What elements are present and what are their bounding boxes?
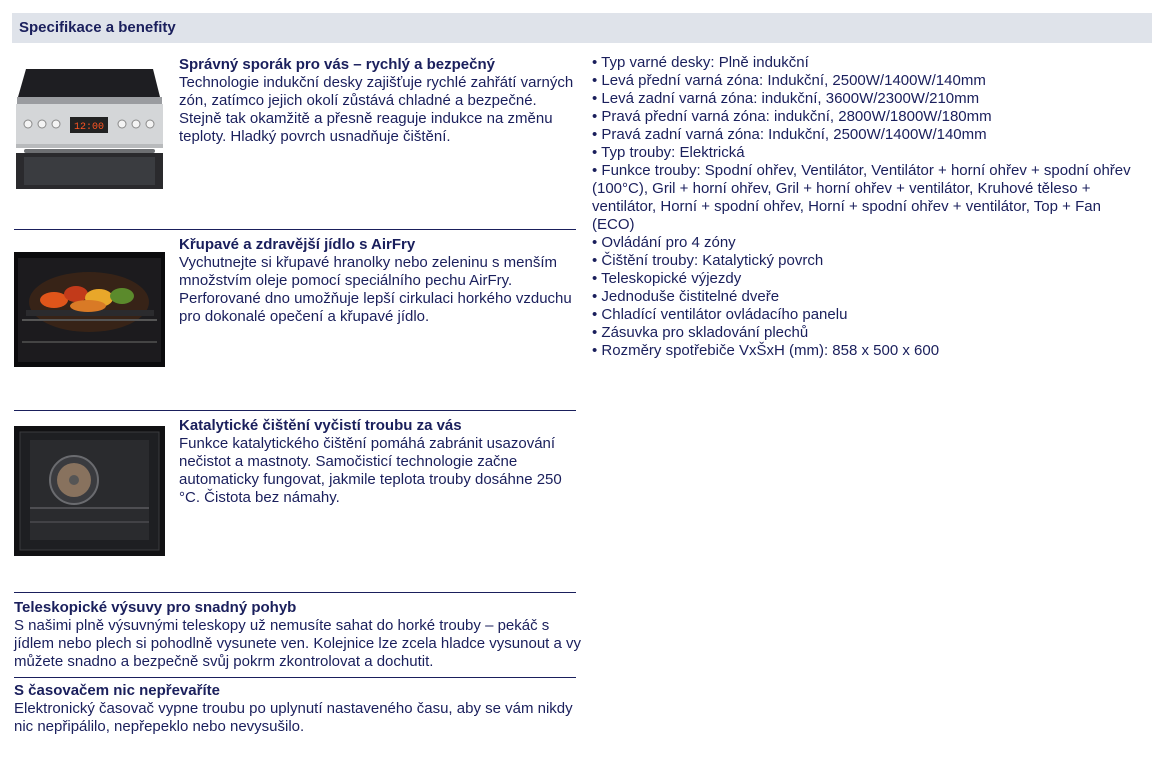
airfry-image — [14, 252, 165, 367]
spec-item: • Rozměry spotřebiče VxŠxH (mm): 858 x 500 x 600 — [592, 342, 940, 359]
spec-item: • Čištění trouby: Katalytický povrch — [592, 252, 824, 269]
spec-item: • Chladící ventilátor ovládacího panelu — [592, 306, 848, 323]
feature-title: S časovačem nic nepřevaříte — [14, 682, 220, 699]
divider — [14, 677, 576, 678]
section-header — [12, 13, 1152, 43]
catalytic-oven-image — [14, 426, 165, 556]
spec-item: • Levá zadní varná zóna: indukční, 3600W/2300W/210mm — [592, 90, 980, 107]
specs-list — [592, 54, 1137, 360]
spec-item: • Pravá zadní varná zóna: Indukční, 2500W/1400W/140mm — [592, 126, 987, 143]
divider — [14, 229, 576, 230]
spec-item: • Jednoduše čistitelné dveře — [592, 288, 780, 305]
cooker-image — [14, 57, 165, 189]
feature-airfry — [179, 236, 579, 326]
feature-text: Funkce katalytického čištění pomáhá zabránit usazování nečistot a mastnoty. Samočisticí technologie začne automaticky fungovat, jakmile teplota trouby dosáhne 250 °C. Čistota bez námahy. — [179, 435, 562, 506]
spec-item: • Funkce trouby: Spodní ohřev, Ventilátor, Ventilátor + horní ohřev + spodní ohřev (100°C), Gril + horní ohřev, Gril + horní ohřev + ventilátor, Kruhové těleso + ventilátor, Horní + spodní ohřev, Horní + spodní ohřev + ventilátor, Top + Fan (ECO) — [592, 162, 1131, 233]
spec-item: • Pravá přední varná zóna: indukční, 2800W/1800W/180mm — [592, 108, 992, 125]
spec-item: • Teleskopické výjezdy — [592, 270, 742, 287]
feature-text: Vychutnejte si křupavé hranolky nebo zeleninu s menším množstvím oleje pomocí speciálního pechu AirFry. Perforované dno umožňuje lepší cirkulaci horkého vzduchu pro dokonalé opečení a křupavé jídlo. — [179, 254, 572, 325]
feature-timer — [14, 682, 584, 736]
feature-telescopic — [14, 599, 584, 671]
spec-item: • Zásuvka pro skladování plechů — [592, 324, 809, 341]
spec-item: • Levá přední varná zóna: Indukční, 2500W/1400W/140mm — [592, 72, 986, 89]
feature-title: Teleskopické výsuvy pro snadný pohyb — [14, 599, 297, 616]
divider — [14, 410, 576, 411]
feature-catalytic — [179, 417, 579, 507]
spec-item: • Typ varné desky: Plně indukční — [592, 54, 809, 71]
feature-title: Křupavé a zdravější jídlo s AirFry — [179, 236, 416, 253]
feature-text: Elektronický časovač vypne troubu po uplynutí nastaveného času, aby se vám nikdy nic nepřipálilo, nepřepeklo nebo nevysušilo. — [14, 700, 573, 735]
feature-title: Katalytické čištění vyčistí troubu za vás — [179, 417, 462, 434]
spec-item: • Typ trouby: Elektrická — [592, 144, 745, 161]
oven-display-text: 12:00 — [73, 122, 105, 133]
feature-text: Technologie indukční desky zajišťuje rychlé zahřátí varných zón, zatímco jejich okolí zůstává chladné a bezpečné. Stejně tak okamžitě a přesně reaguje indukce na změnu teploty. Hladký povrch usnadňuje čištění. — [179, 74, 574, 145]
section-title: Specifikace a benefity — [19, 19, 176, 36]
feature-text: S našimi plně výsuvnými teleskopy už nemusíte sahat do horké trouby – pekáč s jídlem nebo plech si pohodlně vysunete ven. Kolejnice lze zcela hladce vysunout a vy můžete snadno a bezpečně svůj pokrm zkontrolovat a dochutit. — [14, 617, 582, 670]
feature-induction — [179, 56, 579, 146]
spec-item: • Ovládání pro 4 zóny — [592, 234, 736, 251]
feature-title: Správný sporák pro vás – rychlý a bezpečný — [179, 56, 495, 73]
divider — [14, 592, 576, 593]
